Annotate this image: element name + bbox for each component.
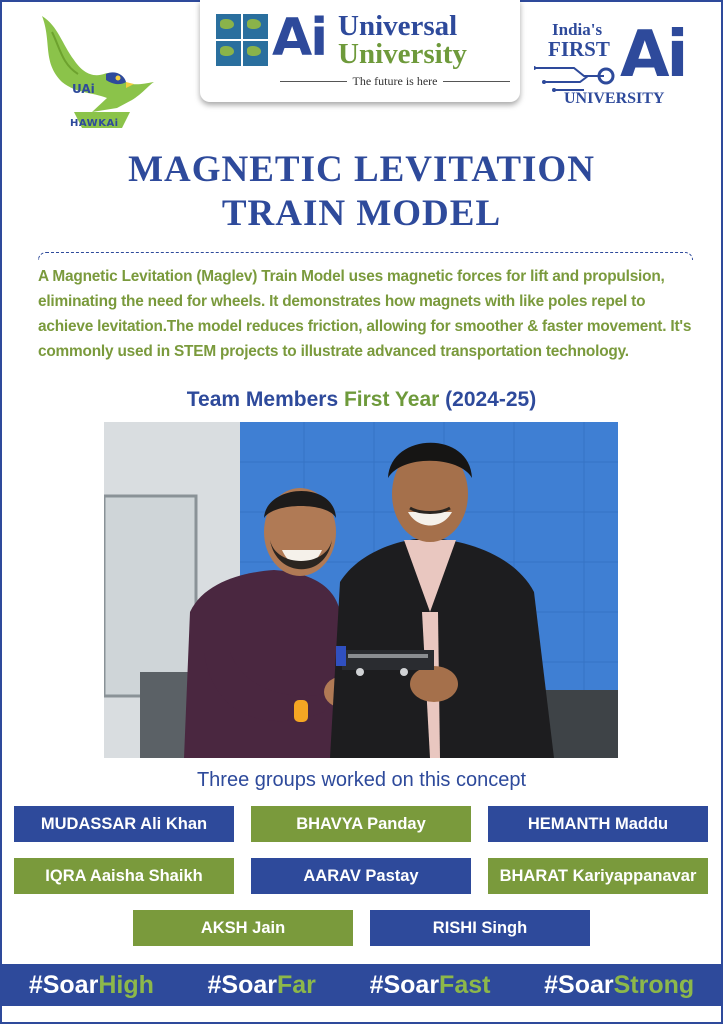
- university-name-line1: Universal: [338, 10, 458, 42]
- member-name-box: [14, 806, 234, 842]
- first-ai-line2: FIRST: [548, 37, 610, 61]
- globe-icon: [216, 14, 268, 66]
- hashtag-footer: [2, 964, 721, 1006]
- description-border: [38, 252, 693, 260]
- tagline-row: [280, 74, 510, 89]
- member-name: IQRA Aaisha Shaikh: [45, 866, 203, 885]
- hashtag-soar-far: #SoarFar: [207, 970, 316, 999]
- universal-university-logo: [200, 0, 520, 102]
- university-name-line2: University: [338, 38, 467, 70]
- page-title: [0, 148, 723, 236]
- hawkai-mascot-logo: [22, 12, 162, 140]
- member-name-box: [488, 806, 708, 842]
- member-name-box: [133, 910, 353, 946]
- hashtag-soar-fast: #SoarFast: [369, 970, 491, 999]
- member-name: AARAV Pastay: [303, 866, 419, 885]
- tagline: The future is here: [352, 74, 438, 88]
- team-photo: [104, 422, 618, 758]
- tagline-rule-right: [443, 81, 510, 82]
- ai-mark: Ai: [272, 8, 327, 68]
- member-name-box: [370, 910, 590, 946]
- description-text: A Magnetic Levitation (Maglev) Train Model uses magnetic forces for lift and propulsion, eliminating the need for wheels. It demonstrates how magnets with like poles repel to achieve levitation.The model reduces friction, allowing for smoother & faster movement. It's commonly used in STEM projects to illustrate advanced transportation technology.: [38, 268, 692, 360]
- member-name: HEMANTH Maddu: [527, 814, 669, 833]
- member-name-box: [251, 858, 471, 894]
- member-name: BHAVYA Panday: [296, 814, 426, 833]
- hawkai-label: HAWKAi: [70, 118, 119, 129]
- member-name: BHARAT Kariyappanavar: [499, 866, 697, 885]
- first-ai-line3: UNIVERSITY: [564, 90, 665, 107]
- team-heading-part1: Team Members: [186, 388, 339, 411]
- team-photo-image: [104, 422, 618, 758]
- title-line2: TRAIN MODEL: [221, 193, 502, 234]
- title-line1: MAGNETIC LEVITATION: [128, 149, 595, 190]
- member-name: MUDASSAR Ali Khan: [40, 814, 208, 833]
- first-ai-line1: India's: [552, 20, 603, 39]
- tagline-rule-left: [280, 81, 347, 82]
- team-heading: [0, 386, 723, 414]
- hashtag-soar-strong: #SoarStrong: [544, 970, 695, 999]
- team-heading-part3: (2024-25): [445, 388, 537, 411]
- hashtag-soar-high: #SoarHigh: [28, 970, 154, 999]
- member-name-box: [14, 858, 234, 894]
- groups-text: Three groups worked on this concept: [196, 769, 527, 791]
- member-name: AKSH Jain: [200, 918, 286, 937]
- member-name-box: [488, 858, 708, 894]
- university-name: [338, 12, 467, 68]
- uai-badge-text: UAi: [72, 82, 95, 96]
- first-ai-mark: Ai: [620, 18, 686, 92]
- member-name: RISHI Singh: [432, 918, 528, 937]
- indias-first-ai-logo: [534, 20, 694, 112]
- description-box: [30, 252, 693, 380]
- team-heading-part2: First Year: [343, 388, 440, 411]
- member-name-box: [251, 806, 471, 842]
